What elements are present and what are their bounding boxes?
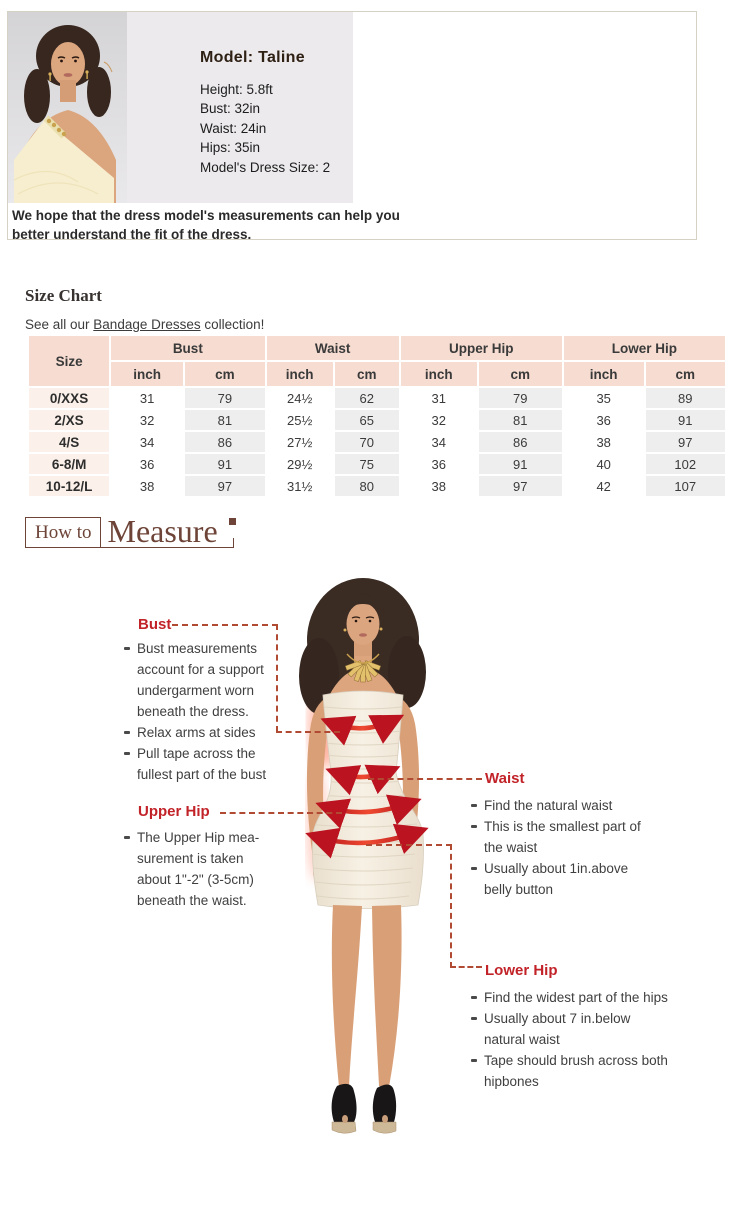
unit-header: inch: [401, 362, 477, 386]
bullet-item: Usually about 1in.above belly button: [471, 858, 657, 900]
bust-label: Bust: [138, 616, 172, 633]
bandage-dresses-link[interactable]: Bandage Dresses: [93, 317, 201, 332]
group-header-bust: Bust: [111, 336, 264, 360]
measurement-cell: 40: [564, 454, 644, 474]
heading-square-ornament: [229, 518, 236, 525]
measurement-cell: 86: [185, 432, 264, 452]
heading-how-to: How to: [25, 517, 101, 547]
lower-hip-connector-line: [450, 966, 482, 968]
measurement-cell: 31: [111, 388, 183, 408]
measurement-cell: 24½: [267, 388, 333, 408]
measurement-cell: 97: [479, 476, 562, 496]
model-photo-illustration: [8, 12, 127, 203]
measurement-cell: 75: [335, 454, 399, 474]
measurement-cell: 34: [401, 432, 477, 452]
bust-connector-line: [276, 731, 340, 733]
group-header-lower-hip: Lower Hip: [564, 336, 725, 360]
measurement-cell: 79: [479, 388, 562, 408]
measurement-cell: 31: [401, 388, 477, 408]
lower-hip-label: Lower Hip: [485, 962, 558, 979]
measurement-cell: 32: [401, 410, 477, 430]
measurement-cell: 79: [185, 388, 264, 408]
waist-label: Waist: [485, 770, 525, 787]
bust-connector-line: [172, 624, 278, 626]
table-row: [29, 454, 725, 474]
bullet-item: Bust measurements account for a support undergarment worn beneath the dress.: [124, 638, 282, 722]
bullet-item: Find the widest part of the hips: [471, 987, 671, 1008]
size-cell: 2/XS: [29, 410, 109, 430]
measurement-cell: 25½: [267, 410, 333, 430]
collection-line: [25, 317, 264, 332]
measurement-cell: 86: [479, 432, 562, 452]
model-bust: Bust: 32in: [200, 101, 261, 117]
waist-connector-line: [368, 778, 482, 780]
model-info-box: [7, 11, 697, 240]
measurement-cell: 27½: [267, 432, 333, 452]
size-cell: 4/S: [29, 432, 109, 452]
unit-header: cm: [185, 362, 264, 386]
table-row: [29, 432, 725, 452]
upper-hip-bullet-list: [124, 827, 279, 911]
size-column-header: Size: [29, 336, 109, 386]
bullet-item: Pull tape across the fullest part of the bust: [124, 743, 282, 785]
model-waist: Waist: 24in: [200, 120, 267, 136]
measurement-cell: 38: [111, 476, 183, 496]
unit-header: cm: [479, 362, 562, 386]
measurement-cell: 36: [564, 410, 644, 430]
measurement-cell: 91: [185, 454, 264, 474]
measurement-cell: 38: [401, 476, 477, 496]
measurement-cell: 102: [646, 454, 725, 474]
lower-hip-connector-line: [450, 844, 452, 968]
measurement-cell: 29½: [267, 454, 333, 474]
measurement-cell: 97: [646, 432, 725, 452]
model-box-caption: We hope that the dress model's measurements can help you better understand the fit of the dress.: [12, 208, 400, 242]
measurement-cell: 38: [564, 432, 644, 452]
table-row: [29, 476, 725, 496]
collection-line-suffix: collection!: [200, 317, 265, 332]
model-hips: Hips: 35in: [200, 140, 261, 156]
bullet-item: Find the natural waist: [471, 795, 657, 816]
measurement-cell: 34: [111, 432, 183, 452]
bullet-item: This is the smallest part of the waist: [471, 816, 657, 858]
bullet-item: Relax arms at sides: [124, 722, 282, 743]
model-height: Height: 5.8ft: [200, 82, 273, 97]
measurement-cell: 35: [564, 388, 644, 408]
how-to-measure-underline: [25, 513, 234, 549]
measurement-cell: 81: [479, 410, 562, 430]
measurement-cell: 91: [646, 410, 725, 430]
measurement-cell: 89: [646, 388, 725, 408]
group-header-waist: Waist: [267, 336, 399, 360]
lower-hip-bullet-list: [471, 987, 671, 1092]
unit-header: inch: [564, 362, 644, 386]
measurement-cell: 70: [335, 432, 399, 452]
measurement-cell: 36: [111, 454, 183, 474]
group-header-upper-hip: Upper Hip: [401, 336, 562, 360]
unit-header: inch: [111, 362, 183, 386]
bullet-item: Tape should brush across both hipbones: [471, 1050, 671, 1092]
measurement-cell: 91: [479, 454, 562, 474]
size-cell: 0/XXS: [29, 388, 109, 408]
measurement-cell: 42: [564, 476, 644, 496]
measurement-cell: 62: [335, 388, 399, 408]
size-cell: 6-8/M: [29, 454, 109, 474]
size-chart-title: Size Chart: [25, 286, 102, 305]
lower-hip-connector-line: [366, 844, 452, 846]
model-measurements-panel: [127, 12, 353, 203]
how-to-measure-heading: [25, 512, 234, 548]
upper-hip-connector-line: [220, 812, 342, 814]
measurement-cell: 31½: [267, 476, 333, 496]
measurement-cell: 32: [111, 410, 183, 430]
unit-header: cm: [646, 362, 725, 386]
measurement-cell: 65: [335, 410, 399, 430]
measurement-cell: 107: [646, 476, 725, 496]
model-dress-size: Model's Dress Size: 2: [200, 159, 331, 175]
measurement-cell: 97: [185, 476, 264, 496]
heading-tick-ornament: [233, 538, 234, 547]
unit-header: inch: [267, 362, 333, 386]
model-photo: [8, 12, 127, 203]
bust-bullet-list: [124, 638, 282, 785]
measurement-cell: 36: [401, 454, 477, 474]
measurement-cell: 80: [335, 476, 399, 496]
heading-measure: Measure: [107, 513, 218, 549]
upper-hip-label: Upper Hip: [138, 803, 210, 820]
model-name-title: Model: Taline: [200, 49, 305, 66]
table-row: [29, 388, 725, 408]
size-chart-table: [27, 334, 727, 498]
size-cell: 10-12/L: [29, 476, 109, 496]
bullet-item: Usually about 7 in.below natural waist: [471, 1008, 671, 1050]
table-row: [29, 410, 725, 430]
collection-line-prefix: See all our: [25, 317, 94, 332]
unit-header: cm: [335, 362, 399, 386]
unit-header-row: [29, 362, 725, 386]
bullet-item: The Upper Hip mea-surement is taken about 1"-2" (3-5cm) beneath the waist.: [124, 827, 279, 911]
waist-bullet-list: [471, 795, 657, 900]
measurement-cell: 81: [185, 410, 264, 430]
